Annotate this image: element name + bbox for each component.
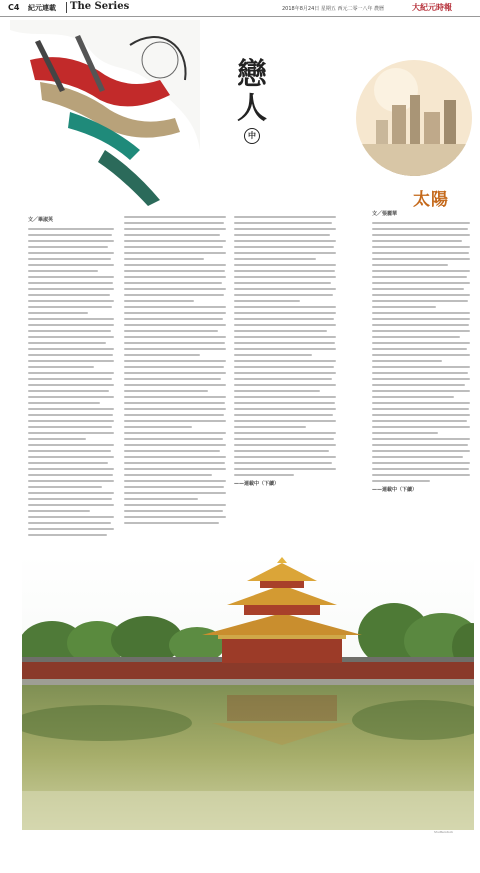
text-column	[124, 216, 228, 528]
page-number: C4	[8, 3, 20, 12]
issue-date: 2018年8月24日 星期五 西元二零一八年 農曆	[282, 6, 385, 12]
byline: 文／張麗華	[372, 211, 398, 217]
city-skyline-image	[356, 60, 472, 176]
text-column	[234, 216, 338, 492]
part-marker: 中	[244, 128, 260, 144]
forbidden-city-photo	[22, 555, 474, 830]
section-name: 紀元連載	[28, 4, 56, 12]
byline: 文／畢淑英	[28, 217, 54, 223]
text-column	[372, 210, 472, 498]
continued-note: ——連載中（下續）	[234, 481, 280, 487]
photo-credit: Shutterstock	[434, 830, 454, 834]
text-column	[28, 216, 116, 540]
series-title: The Series	[70, 1, 130, 12]
masthead-logo: 大紀元時報	[412, 2, 452, 12]
continued-note: ——連載中（下續）	[372, 487, 418, 493]
page-header	[0, 0, 480, 17]
ink-painting-image	[10, 20, 200, 210]
article-title	[232, 58, 272, 144]
article-subtitle: 太陽	[413, 190, 449, 210]
title-char: 戀	[237, 57, 267, 92]
header-divider	[66, 2, 67, 13]
title-char: 人	[237, 91, 267, 126]
